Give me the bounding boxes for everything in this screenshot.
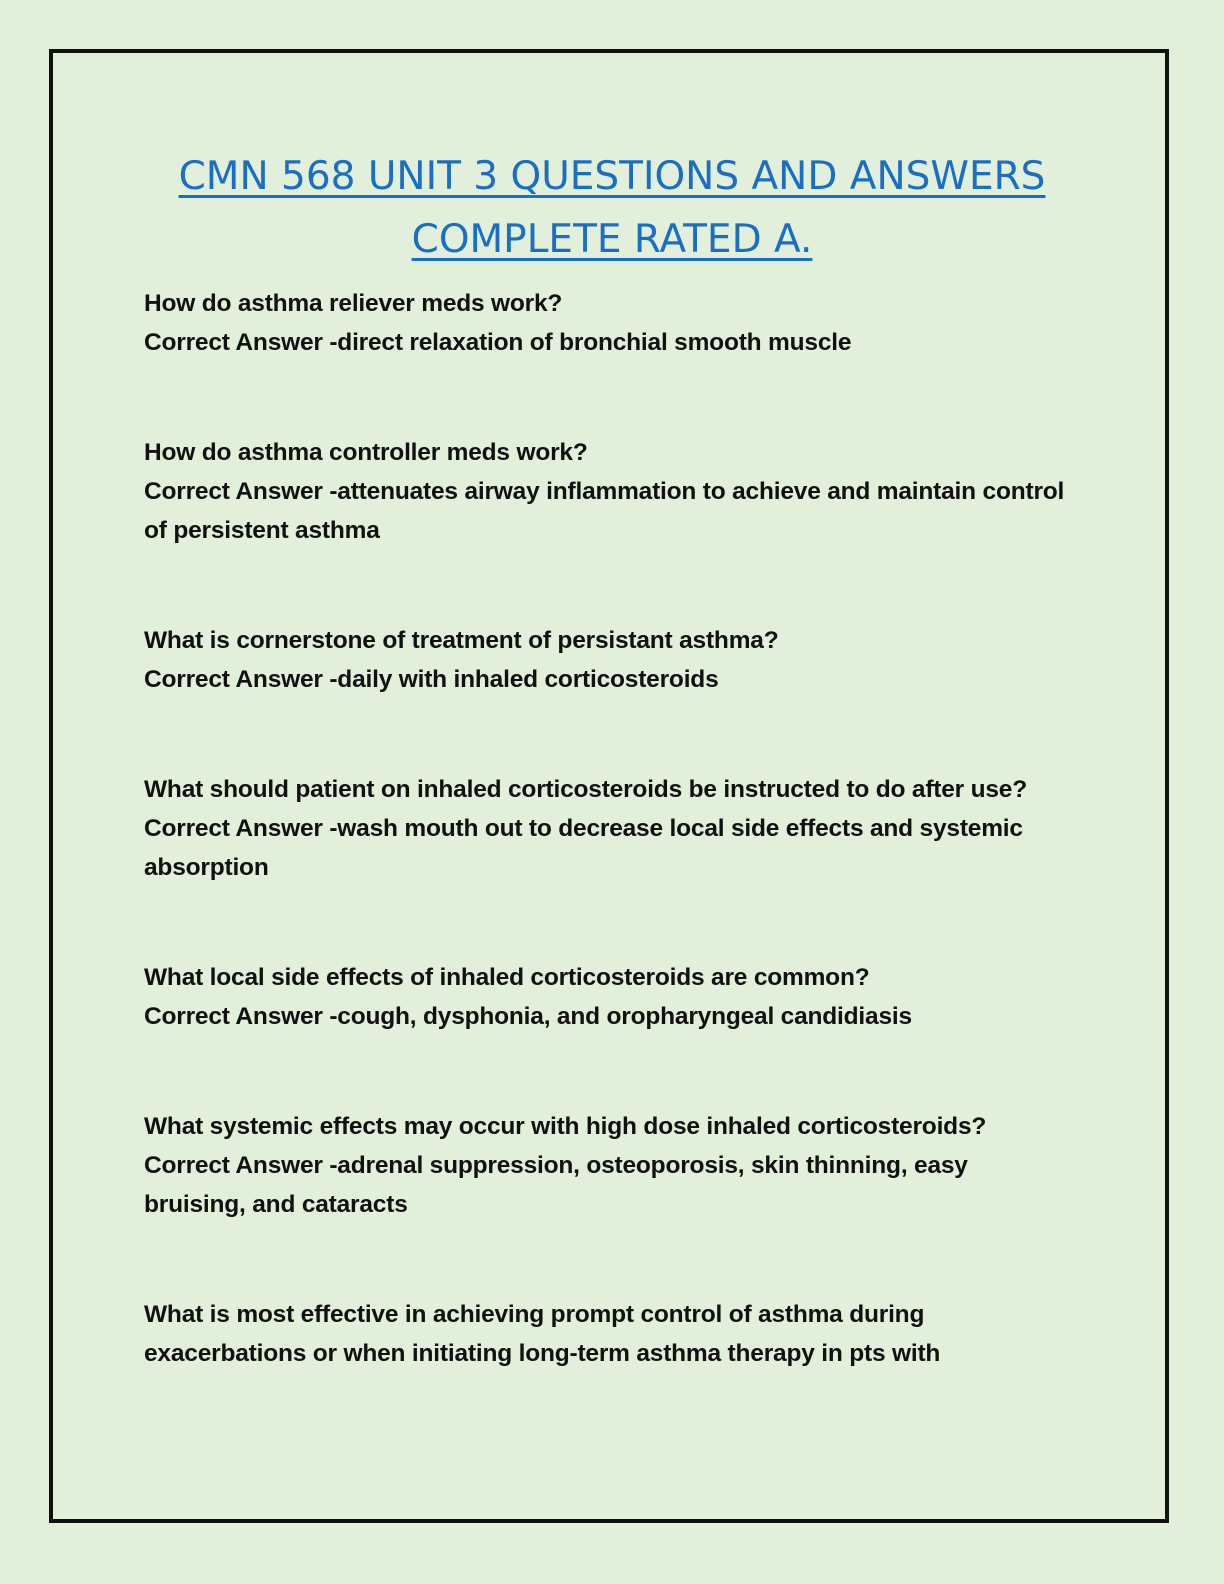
qa-item bbox=[144, 284, 1074, 362]
question-text: How do asthma controller meds work? bbox=[144, 439, 588, 466]
qa-item bbox=[144, 1295, 1074, 1373]
answer-text: Correct Answer -wash mouth out to decrease local side effects and systemic absorption bbox=[144, 815, 1023, 881]
answer-text: Correct Answer -direct relaxation of bronchial smooth muscle bbox=[144, 329, 852, 356]
qa-item bbox=[144, 433, 1074, 550]
question-text: What local side effects of inhaled corticosteroids are common? bbox=[144, 964, 870, 991]
qa-item bbox=[144, 958, 1074, 1036]
title-line-1: CMN 568 UNIT 3 QUESTIONS AND ANSWERS bbox=[178, 154, 1046, 199]
answer-text: Correct Answer -cough, dysphonia, and oropharyngeal candidiasis bbox=[144, 1003, 912, 1030]
document-title bbox=[120, 145, 1104, 271]
qa-list bbox=[144, 284, 1074, 1444]
question-text: What is most effective in achieving prompt control of asthma during exacerbations or when initiating long-term asthma therapy in pts with bbox=[144, 1301, 941, 1367]
answer-text: Correct Answer -daily with inhaled corticosteroids bbox=[144, 666, 719, 693]
question-text: What systemic effects may occur with high dose inhaled corticosteroids? bbox=[144, 1113, 987, 1140]
question-text: How do asthma reliever meds work? bbox=[144, 290, 563, 317]
question-text: What is cornerstone of treatment of persistant asthma? bbox=[144, 627, 779, 654]
title-line-2: COMPLETE RATED A. bbox=[411, 217, 813, 262]
question-text: What should patient on inhaled corticosteroids be instructed to do after use? bbox=[144, 776, 1028, 803]
answer-text: Correct Answer -attenuates airway inflammation to achieve and maintain control of persistent asthma bbox=[144, 478, 1065, 544]
qa-item bbox=[144, 1107, 1074, 1224]
qa-item bbox=[144, 621, 1074, 699]
answer-text: Correct Answer -adrenal suppression, osteoporosis, skin thinning, easy bruising, and cataracts bbox=[144, 1152, 968, 1218]
qa-item bbox=[144, 770, 1074, 887]
